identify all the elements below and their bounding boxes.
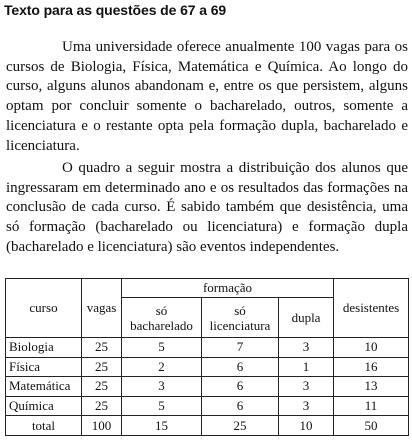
table-row <box>6 338 409 358</box>
cell-dupla: 3 <box>279 377 334 397</box>
cell-vagas: 25 <box>82 338 122 358</box>
cell-total-dupla: 10 <box>279 416 334 436</box>
cell-curso: Química <box>6 396 82 416</box>
cell-bacharelado: 5 <box>122 338 202 358</box>
cell-desistentes: 16 <box>334 357 409 377</box>
header-curso: curso <box>6 279 82 338</box>
header-formacao: formação <box>122 279 334 298</box>
cell-dupla: 3 <box>279 396 334 416</box>
cell-desistentes: 10 <box>334 338 409 358</box>
cell-bacharelado: 3 <box>122 377 202 397</box>
header-dupla: dupla <box>279 298 334 338</box>
table-row <box>6 357 409 377</box>
header-desistentes: desistentes <box>334 279 409 338</box>
paragraph-intro: Uma universidade oferece anualmente 100 vagas para os cursos de Biologia, Física, Matemática e Química. Ao longo do curso, alguns alunos abandonam e, entre os que persistem, alguns optam por concluir somente o bacharelado, outros, somente a licenciatura e o restante opta pela formação dupla, bacharelado e licenciatura. <box>6 39 408 154</box>
table-row <box>6 377 409 397</box>
cell-licenciatura: 6 <box>202 357 279 377</box>
cell-licenciatura: 6 <box>202 377 279 397</box>
section-heading: Texto para as questões de 67 a 69 <box>4 2 227 18</box>
cell-dupla: 3 <box>279 338 334 358</box>
cell-licenciatura: 7 <box>202 338 279 358</box>
cell-total-licenciatura: 25 <box>202 416 279 436</box>
header-so-licenciatura-line2: licenciatura <box>209 317 271 333</box>
cell-total-desistentes: 50 <box>334 416 409 436</box>
cell-vagas: 25 <box>82 396 122 416</box>
cell-vagas: 25 <box>82 377 122 397</box>
cell-bacharelado: 5 <box>122 396 202 416</box>
cell-curso: Matemática <box>6 377 82 397</box>
header-vagas: vagas <box>82 279 122 338</box>
cell-curso: Biologia <box>6 338 82 358</box>
cell-total-bacharelado: 15 <box>122 416 202 436</box>
cell-dupla: 1 <box>279 357 334 377</box>
table-row <box>6 396 409 416</box>
header-so-bacharelado <box>122 298 202 338</box>
cell-desistentes: 11 <box>334 396 409 416</box>
cell-bacharelado: 2 <box>122 357 202 377</box>
cell-vagas: 25 <box>82 357 122 377</box>
table-total-row <box>6 416 409 436</box>
header-so-licenciatura-line1: só <box>234 302 246 318</box>
header-so-licenciatura <box>202 298 279 338</box>
header-so-bacharelado-line2: bacharelado <box>130 317 193 333</box>
cell-total-vagas: 100 <box>82 416 122 436</box>
cell-licenciatura: 6 <box>202 396 279 416</box>
paragraph-table-description: O quadro a seguir mostra a distribuição dos alunos que ingressaram em determinado ano e os resultados das formações na conclusão de cada curso. É sabido também que desistência, uma só formação (bacharelado ou licenciatura) e formação dupla (bacharelado e licenciatura) são eventos independentes. <box>6 160 408 255</box>
distribution-table <box>5 278 409 436</box>
cell-curso: Física <box>6 357 82 377</box>
header-so-bacharelado-line1: só <box>155 302 168 318</box>
cell-desistentes: 13 <box>334 377 409 397</box>
cell-total-label: total <box>6 416 82 436</box>
